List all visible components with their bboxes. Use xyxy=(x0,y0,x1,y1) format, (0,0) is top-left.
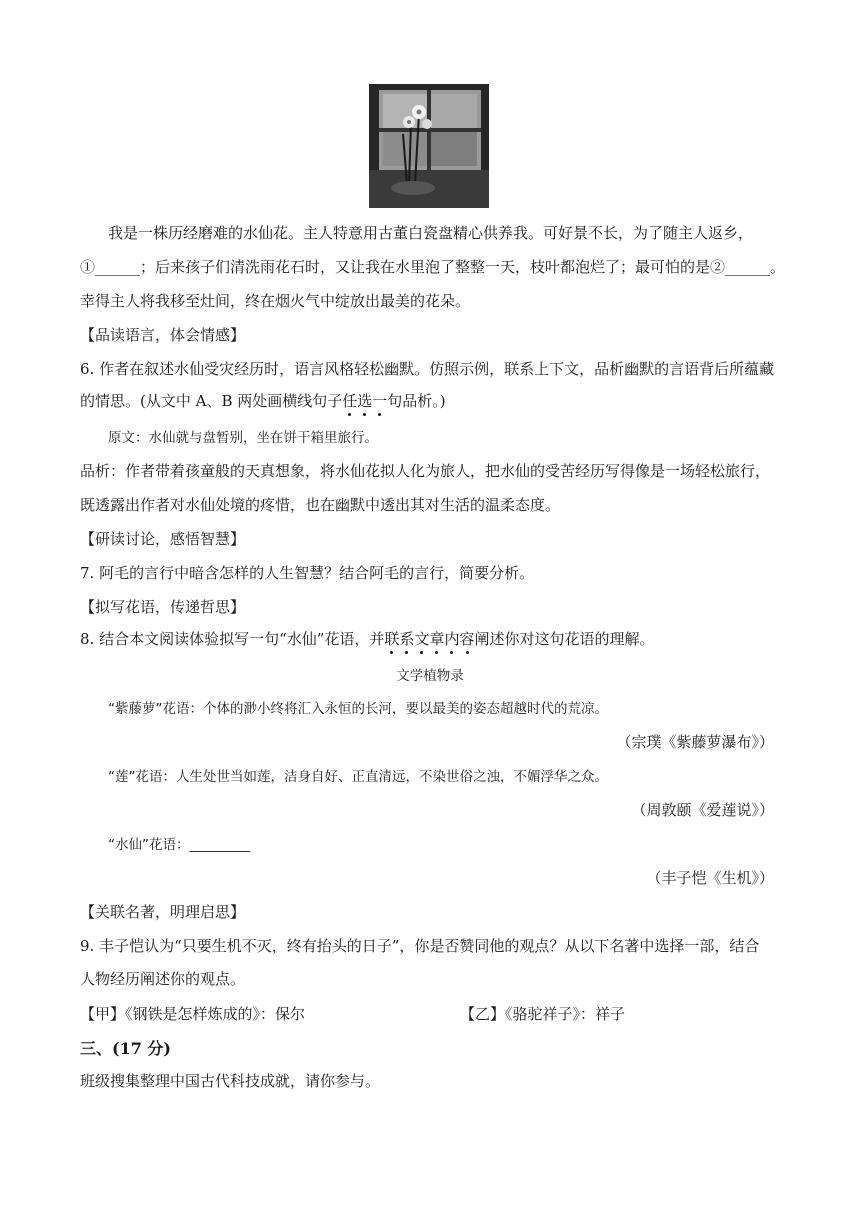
emphasis-char: 容 xyxy=(459,630,475,648)
emphasis-char: 一 xyxy=(372,392,388,410)
section-heading-yandu: 【研读讨论，感悟智慧】 xyxy=(80,530,246,548)
record-source-narcissus: （丰子恺《生机》） xyxy=(646,869,774,887)
q8-before: 8. 结合本文阅读体验拟写一句“水仙”花语，并 xyxy=(80,630,385,648)
q6-line2-after: 句品析。) xyxy=(387,392,446,410)
example-analysis-line-2: 既透露出作者对水仙处境的疼惜，也在幽默中透出其对生活的温柔态度。 xyxy=(80,496,561,514)
emphasis-char: 文 xyxy=(414,630,430,648)
emphasis-char: 任 xyxy=(342,392,358,410)
example-original: 原文：水仙就与盘暂别，坐在饼干箱里旅行。 xyxy=(108,430,378,446)
narcissus-photo xyxy=(369,84,489,208)
question-8 xyxy=(80,628,655,649)
emphasis-char: 系 xyxy=(399,630,415,648)
question-9-line-1: 9. 丰子恺认为“只要生机不灭，终有抬头的日子”，你是否赞同他的观点？从以下名著中选择一部，结合 xyxy=(80,937,760,955)
passage-line-1: 我是一株历经磨难的水仙花。主人特意用古董白瓷盘精心供养我。可好景不长，为了随主人返乡， xyxy=(108,224,754,242)
section-heading-nixie: 【拟写花语，传递哲思】 xyxy=(80,598,246,616)
question-9-line-2: 人物经历阐述你的观点。 xyxy=(80,970,246,988)
passage-line-3: 幸得主人将我移至灶间，终在烟火气中绽放出最美的花朵。 xyxy=(80,292,471,310)
emphasis-char: 选 xyxy=(357,392,373,410)
question-6-line-1: 6. 作者在叙述水仙受灾经历时，语言风格轻松幽默。仿照示例，联系上下文，品析幽默的言语背后所蕴藏 xyxy=(80,360,775,378)
q8-after: 阐述你对这句花语的理解。 xyxy=(474,630,655,648)
record-item-wisteria: “紫藤萝”花语：个体的渺小终将汇入永恒的长河，要以最美的姿态超越时代的荒凉。 xyxy=(108,701,608,717)
part-3-intro: 班级搜集整理中国古代科技成就，请你参与。 xyxy=(80,1072,381,1090)
question-6-line-2 xyxy=(80,390,446,411)
emphasis-char: 内 xyxy=(444,630,460,648)
passage-line-2: ①______；后来孩子们清洗雨花石时，又让我在水里泡了整整一天，枝叶都泡烂了；最可怕的是②______。 xyxy=(80,258,786,276)
section-heading-guanlian: 【关联名著，明理启思】 xyxy=(80,903,246,921)
part-3-heading: 三、(17 分) xyxy=(80,1039,171,1058)
emphasis-char: 联 xyxy=(384,630,400,648)
narcissus-window-icon xyxy=(369,84,489,208)
q6-line2-before: 的情思。(从文中 A、B 两处画横线句子 xyxy=(80,392,343,410)
section-heading-pindu: 【品读语言，体会情感】 xyxy=(80,326,246,344)
option-a: 【甲】《钢铁是怎样炼成的》：保尔 xyxy=(80,1005,306,1023)
record-item-lotus: “莲”花语：人生处世当如莲，洁身自好、正直清远，不染世俗之浊，不媚浮华之众。 xyxy=(108,769,608,785)
record-item-narcissus: “水仙”花语：_________ xyxy=(108,837,251,853)
emphasis-char: 章 xyxy=(429,630,445,648)
example-analysis-line-1: 品析：作者带着孩童般的天真想象，将水仙花拟人化为旅人，把水仙的受苦经历写得像是一场轻松旅行， xyxy=(80,462,771,480)
record-source-lotus: （周敦颐《爱莲说》） xyxy=(631,801,774,819)
record-source-wisteria: （宗璞《紫藤萝瀑布》） xyxy=(616,733,774,751)
question-7: 7. 阿毛的言行中暗含怎样的人生智慧？结合阿毛的言行，简要分析。 xyxy=(80,564,535,582)
option-b: 【乙】《骆驼祥子》：祥子 xyxy=(460,1005,626,1023)
record-title: 文学植物录 xyxy=(396,668,464,684)
